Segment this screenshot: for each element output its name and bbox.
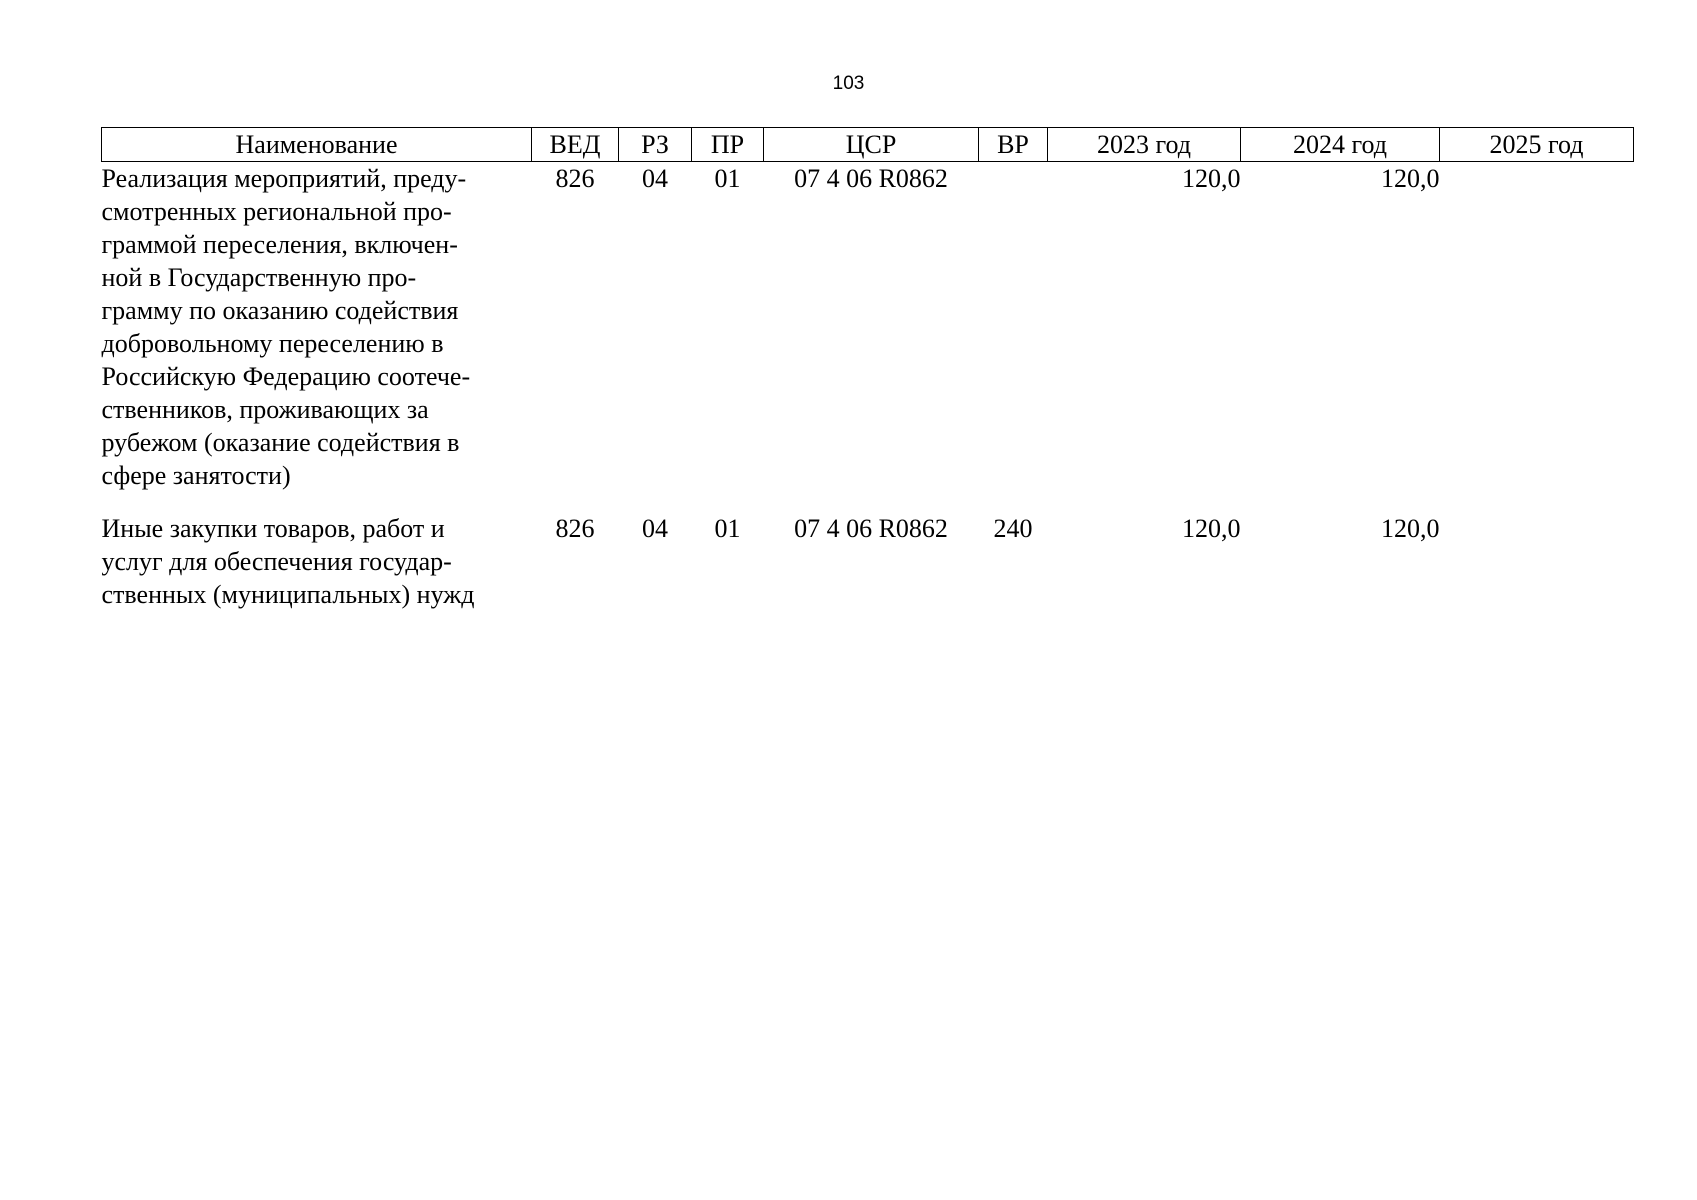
- header-ved: ВЕД: [532, 128, 619, 162]
- row-2023: 120,0: [1182, 164, 1241, 193]
- header-rz: РЗ: [619, 128, 692, 162]
- header-2025: 2025 год: [1440, 128, 1634, 162]
- budget-table: [101, 127, 1634, 611]
- row-ved: 826: [555, 164, 595, 193]
- header-pr: ПР: [692, 128, 764, 162]
- row-2024: 120,0: [1381, 164, 1440, 193]
- row-vr: 240: [993, 514, 1033, 543]
- row-ved: 826: [555, 514, 595, 543]
- header-vr: ВР: [979, 128, 1048, 162]
- row-csr: 07 4 06 R0862: [794, 514, 948, 543]
- row-2024: 120,0: [1381, 514, 1440, 543]
- row-name-text: Иные закупки товаров, работ и услуг для обеспечения государ- ственных (муниципальных) нужд: [101, 514, 475, 609]
- page-number: 103: [832, 73, 865, 94]
- row-rz: 04: [642, 514, 668, 543]
- row-rz: 04: [642, 164, 668, 193]
- row-2025: [1440, 162, 1634, 513]
- row-2023: 120,0: [1182, 514, 1241, 543]
- table-row: [102, 162, 1634, 513]
- row-pr: 01: [714, 164, 741, 193]
- table-row: [102, 512, 1634, 611]
- row-csr: 07 4 06 R0862: [794, 164, 948, 193]
- table-header-row: [102, 128, 1634, 162]
- row-vr: [979, 162, 1048, 513]
- row-name-text: Реализация мероприятий, преду- смотренных региональной про- граммой переселения, включен- ной в Государственную про- грамму по оказанию содействия добровольному переселению в Российскую Федерацию соотече- ственников, проживающих за рубежом (оказание содействия в сфере занятости): [101, 164, 471, 490]
- row-name: [102, 162, 532, 513]
- header-2023: 2023 год: [1048, 128, 1241, 162]
- row-name: [102, 512, 532, 611]
- row-2025: [1440, 512, 1634, 611]
- header-csr: ЦСР: [764, 128, 979, 162]
- header-name: Наименование: [102, 128, 532, 162]
- row-pr: 01: [714, 514, 741, 543]
- header-2024: 2024 год: [1241, 128, 1440, 162]
